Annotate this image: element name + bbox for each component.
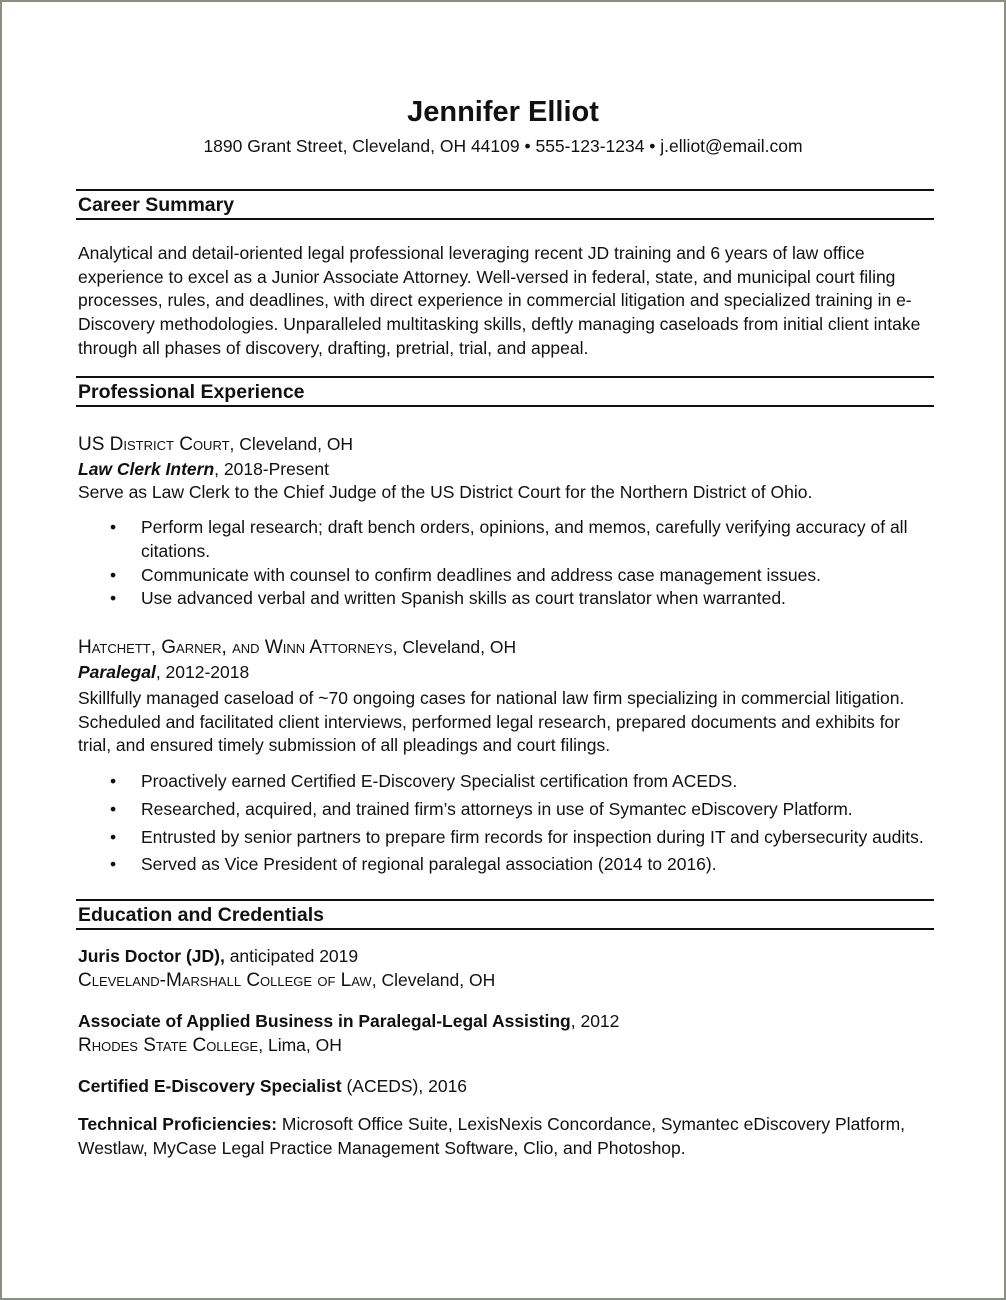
job-dates: , 2012-2018 (155, 662, 250, 683)
list-item: • Proactively earned Certified E-Discovery Specialist certification from ACEDS. (76, 770, 934, 794)
education-entry (76, 1009, 934, 1058)
contact-info: 1890 Grant Street, Cleveland, OH 44109 • 555-123-1234 • j.elliot@email.com (203, 136, 803, 156)
education-entry (76, 944, 934, 993)
section-heading-career-summary: Career Summary (76, 189, 934, 220)
resume-content (76, 189, 934, 1160)
bullet-icon: • (110, 798, 117, 819)
degree-line (76, 944, 934, 968)
section-heading-professional-experience: Professional Experience (76, 376, 934, 407)
list-item: • Researched, acquired, and trained firm’s attorneys in use of Symantec eDiscovery Platform. (76, 798, 934, 822)
school-line (76, 968, 934, 993)
bullet-icon: • (110, 854, 117, 875)
school-location: , Lima, OH (258, 1034, 342, 1055)
job-description: Serve as Law Clerk to the Chief Judge of the US District Court for the Northern District of Ohio. (78, 481, 813, 502)
role-line (76, 457, 934, 481)
bullet-icon: • (110, 826, 117, 847)
technical-proficiencies (76, 1113, 934, 1160)
technical-label: Technical Proficiencies: (78, 1113, 278, 1134)
job-entry (76, 432, 934, 612)
career-summary-text: Analytical and detail-oriented legal professional leveraging recent JD training and 6 years of law office experience to excel as a Junior Associate Attorney. Well-versed in federal, state, and municipal court filing processes, rules, and deadlines, with direct experience in commercial litigation and specialized training in e-Discovery methodologies. Unparalleled multitasking skills, deftly managing caseloads from initial client intake through all phases of discovery, drafting, pretrial, trial, and appeal. (78, 243, 921, 358)
job-dates: , 2018-Present (214, 458, 329, 479)
candidate-name: Jennifer Elliot (407, 96, 599, 128)
certification-line (76, 1074, 934, 1098)
employer-line (76, 635, 934, 660)
school-name: Cleveland-Marshall College of Law (78, 969, 372, 991)
list-item: • Perform legal research; draft bench orders, opinions, and memos, carefully verifying accuracy of all citations. (110, 517, 908, 561)
job-bullets (76, 770, 934, 877)
job-title: Paralegal (78, 662, 156, 683)
list-item: • Communicate with counsel to confirm deadlines and address case management issues. (76, 564, 934, 588)
employer-name: Hatchett, Garner, and Winn Attorneys (78, 637, 393, 659)
school-location: , Cleveland, OH (371, 969, 496, 990)
employer-location: , Cleveland, OH (392, 637, 517, 658)
school-name: Rhodes State College (78, 1034, 259, 1056)
job-bullets (76, 516, 934, 611)
technical-text: Microsoft Office Suite, LexisNexis Concordance, Symantec eDiscovery Platform, Westlaw, MyCase Legal Practice Management Software, Clio, and Photoshop. (78, 1113, 906, 1158)
job-title: Law Clerk Intern (78, 458, 215, 479)
employer-location: , Cleveland, OH (229, 433, 354, 454)
degree-detail: , 2012 (570, 1010, 620, 1031)
school-line (76, 1033, 934, 1058)
certification-name: Certified E-Discovery Specialist (78, 1075, 342, 1096)
list-item: • Use advanced verbal and written Spanish skills as court translator when warranted. (76, 587, 934, 611)
section-heading-education: Education and Credentials (76, 899, 934, 930)
bullet-icon: • (110, 517, 117, 538)
employer-name: US District Court (78, 433, 230, 455)
certification-detail: (ACEDS), 2016 (341, 1075, 468, 1096)
job-description: Skillfully managed caseload of ~70 ongoing cases for national law firm specializing in commercial litigation. Scheduled and facilitated client interviews, performed legal research, prepared documents and exhibits for trial, and ensured timely submission of all pleadings and court filings. (78, 688, 905, 756)
degree-line (76, 1009, 934, 1033)
role-line (76, 660, 934, 684)
bullet-icon: • (110, 771, 117, 792)
bullet-icon: • (110, 564, 117, 585)
employer-line (76, 432, 934, 457)
degree-name: Associate of Applied Business in Paralegal-Legal Assisting (78, 1010, 571, 1031)
list-item: • Served as Vice President of regional paralegal association (2014 to 2016). (76, 853, 934, 877)
degree-name: Juris Doctor (JD), (78, 945, 225, 966)
list-item: • Entrusted by senior partners to prepare firm records for inspection during IT and cybersecurity audits. (76, 826, 934, 850)
job-entry (76, 635, 934, 877)
bullet-icon: • (110, 588, 117, 609)
degree-detail: anticipated 2019 (224, 945, 359, 966)
